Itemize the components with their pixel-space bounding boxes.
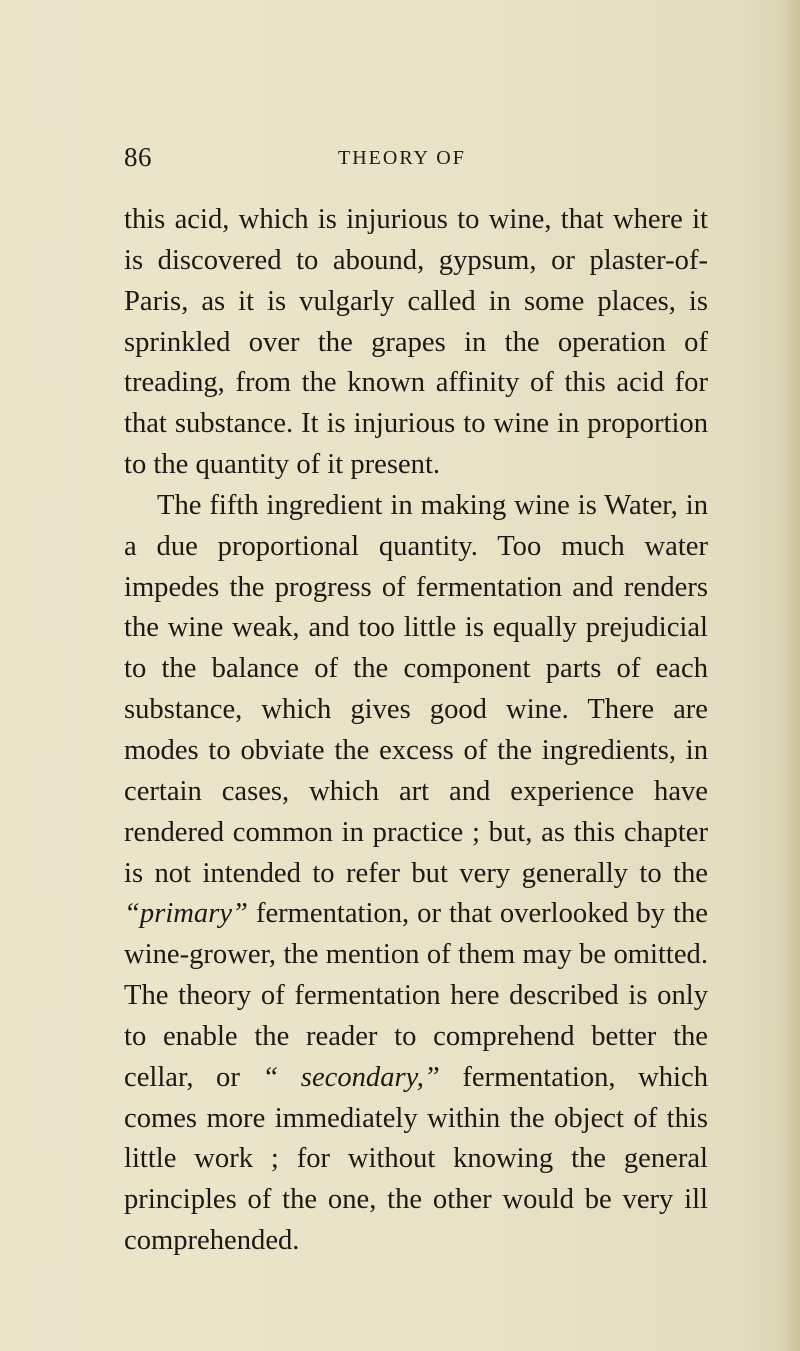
running-title: THEORY OF [338,147,466,169]
paragraph-continuation [124,200,708,486]
page-edge-shadow [782,0,800,1351]
paragraph-water [124,486,708,1262]
paragraph-text: this acid, which is injurious to wine, that where it is discovered to abound, gypsum, or plaster-of-Paris, as it is vulgarly called in some places, is sprinkled over the grapes in the operation of treading, from the known affinity of this acid for that substance. It is injurious to wine in proportion to the quantity of it present. [124,204,708,481]
page-number: 86 [124,142,152,172]
emphasis-secondary: “ secondary,” [262,1061,440,1093]
paragraph-text: fermentation, or that overlooked by the wine-grower, the mention of them may be omitted. The theory of fermentation here described is only to enable the reader to comprehend better the cellar, or [124,898,708,1093]
body-text [124,200,708,1262]
page-header [124,142,708,182]
paragraph-text: fermentation, which comes more immediately within the object of this little work ; for without knowing the general principles of the one, the other would be very ill comprehended. [124,1061,708,1257]
emphasis-primary: “primary” [124,898,248,930]
paragraph-text: The fifth ingredient in making wine is Water, in a due proportional quantity. Too much water impedes the progress of fermentation and renders the wine weak, and too little is equally prejudicial to the balance of the component parts of each substance, which gives good wine. There are modes to obviate the excess of the ingredients, in certain cases, which art and experience have rendered common in practice ; but, as this chapter is not intended to refer but very generally to the [124,489,708,889]
